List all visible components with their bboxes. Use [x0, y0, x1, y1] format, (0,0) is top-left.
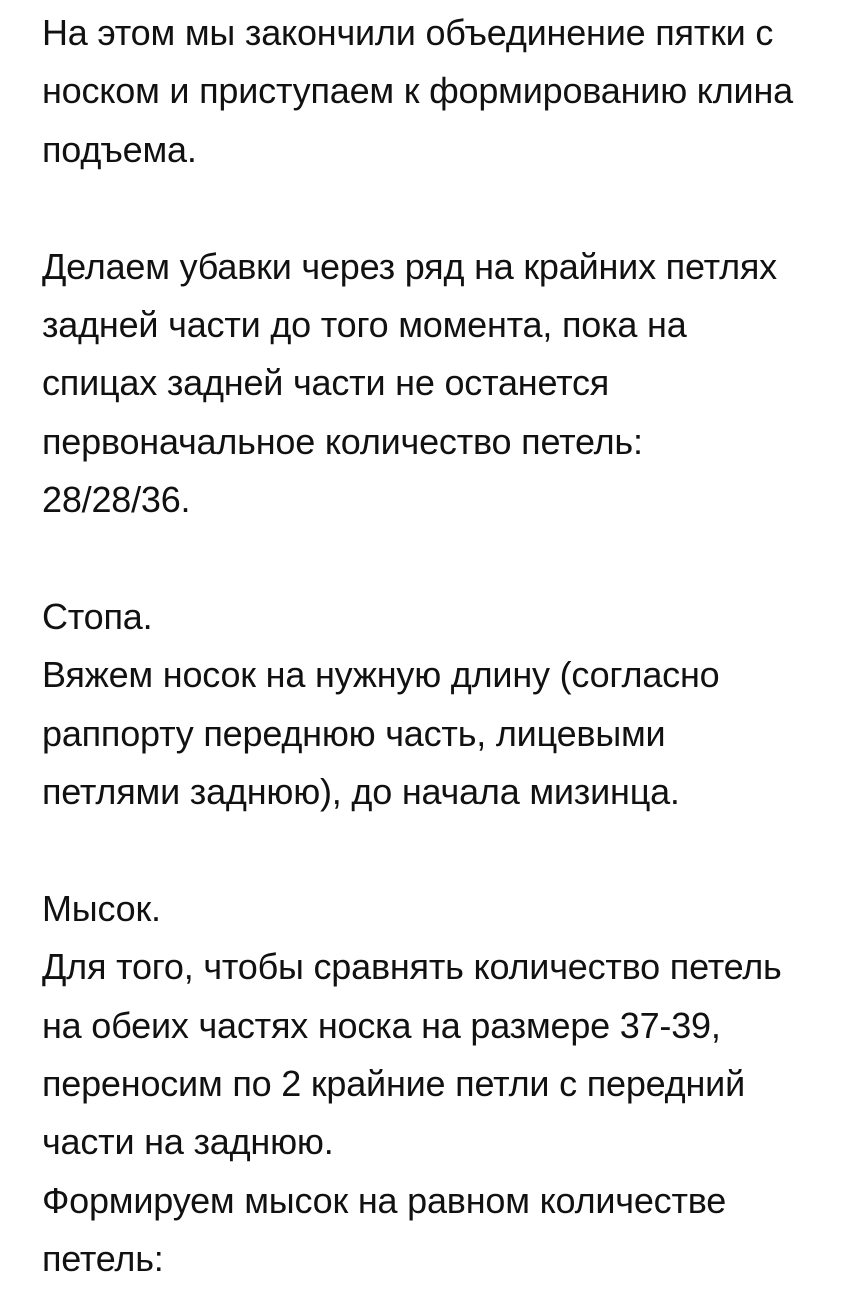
paragraph-spacer — [42, 530, 857, 588]
paragraph-spacer — [42, 821, 857, 879]
text-line: первоначальное количество петель: — [42, 420, 643, 462]
text-line: На этом мы закончили объединение пятки с — [42, 12, 774, 53]
section-heading: Мысок. — [42, 887, 161, 929]
text-line: носком и приступаем к формированию клина — [42, 70, 793, 112]
text-line: на обеих частях носка на размере 37-39, — [42, 1004, 721, 1046]
text-line: переносим по 2 крайние петли с передний — [42, 1063, 745, 1105]
text-line: 28/28/36. — [42, 479, 191, 521]
text-line: петель: — [42, 1238, 164, 1280]
document-text — [42, 4, 857, 1289]
paragraph-spacer — [42, 179, 857, 237]
text-line: спицах задней части не останется — [42, 362, 610, 404]
text-line: Формируем мысок на равном количестве — [42, 1179, 727, 1221]
text-line: Для того, чтобы сравнять количество петель — [42, 946, 782, 988]
text-line: раппорту переднюю часть, лицевыми — [42, 712, 666, 754]
paragraph-heel-joining — [42, 4, 857, 179]
paragraph-foot — [42, 588, 857, 822]
text-line: петлями заднюю), до начала мизинца. — [42, 771, 680, 813]
text-line: части на заднюю. — [42, 1121, 334, 1163]
text-line: Вяжем носок на нужную длину (согласно — [42, 654, 720, 696]
text-line: Делаем убавки через ряд на крайних петлях — [42, 245, 777, 287]
section-heading: Стопа. — [42, 595, 153, 637]
paragraph-decreases — [42, 238, 857, 530]
text-line: подъема. — [42, 128, 197, 170]
text-line: задней части до того момента, пока на — [42, 303, 687, 345]
paragraph-toe — [42, 880, 857, 1289]
